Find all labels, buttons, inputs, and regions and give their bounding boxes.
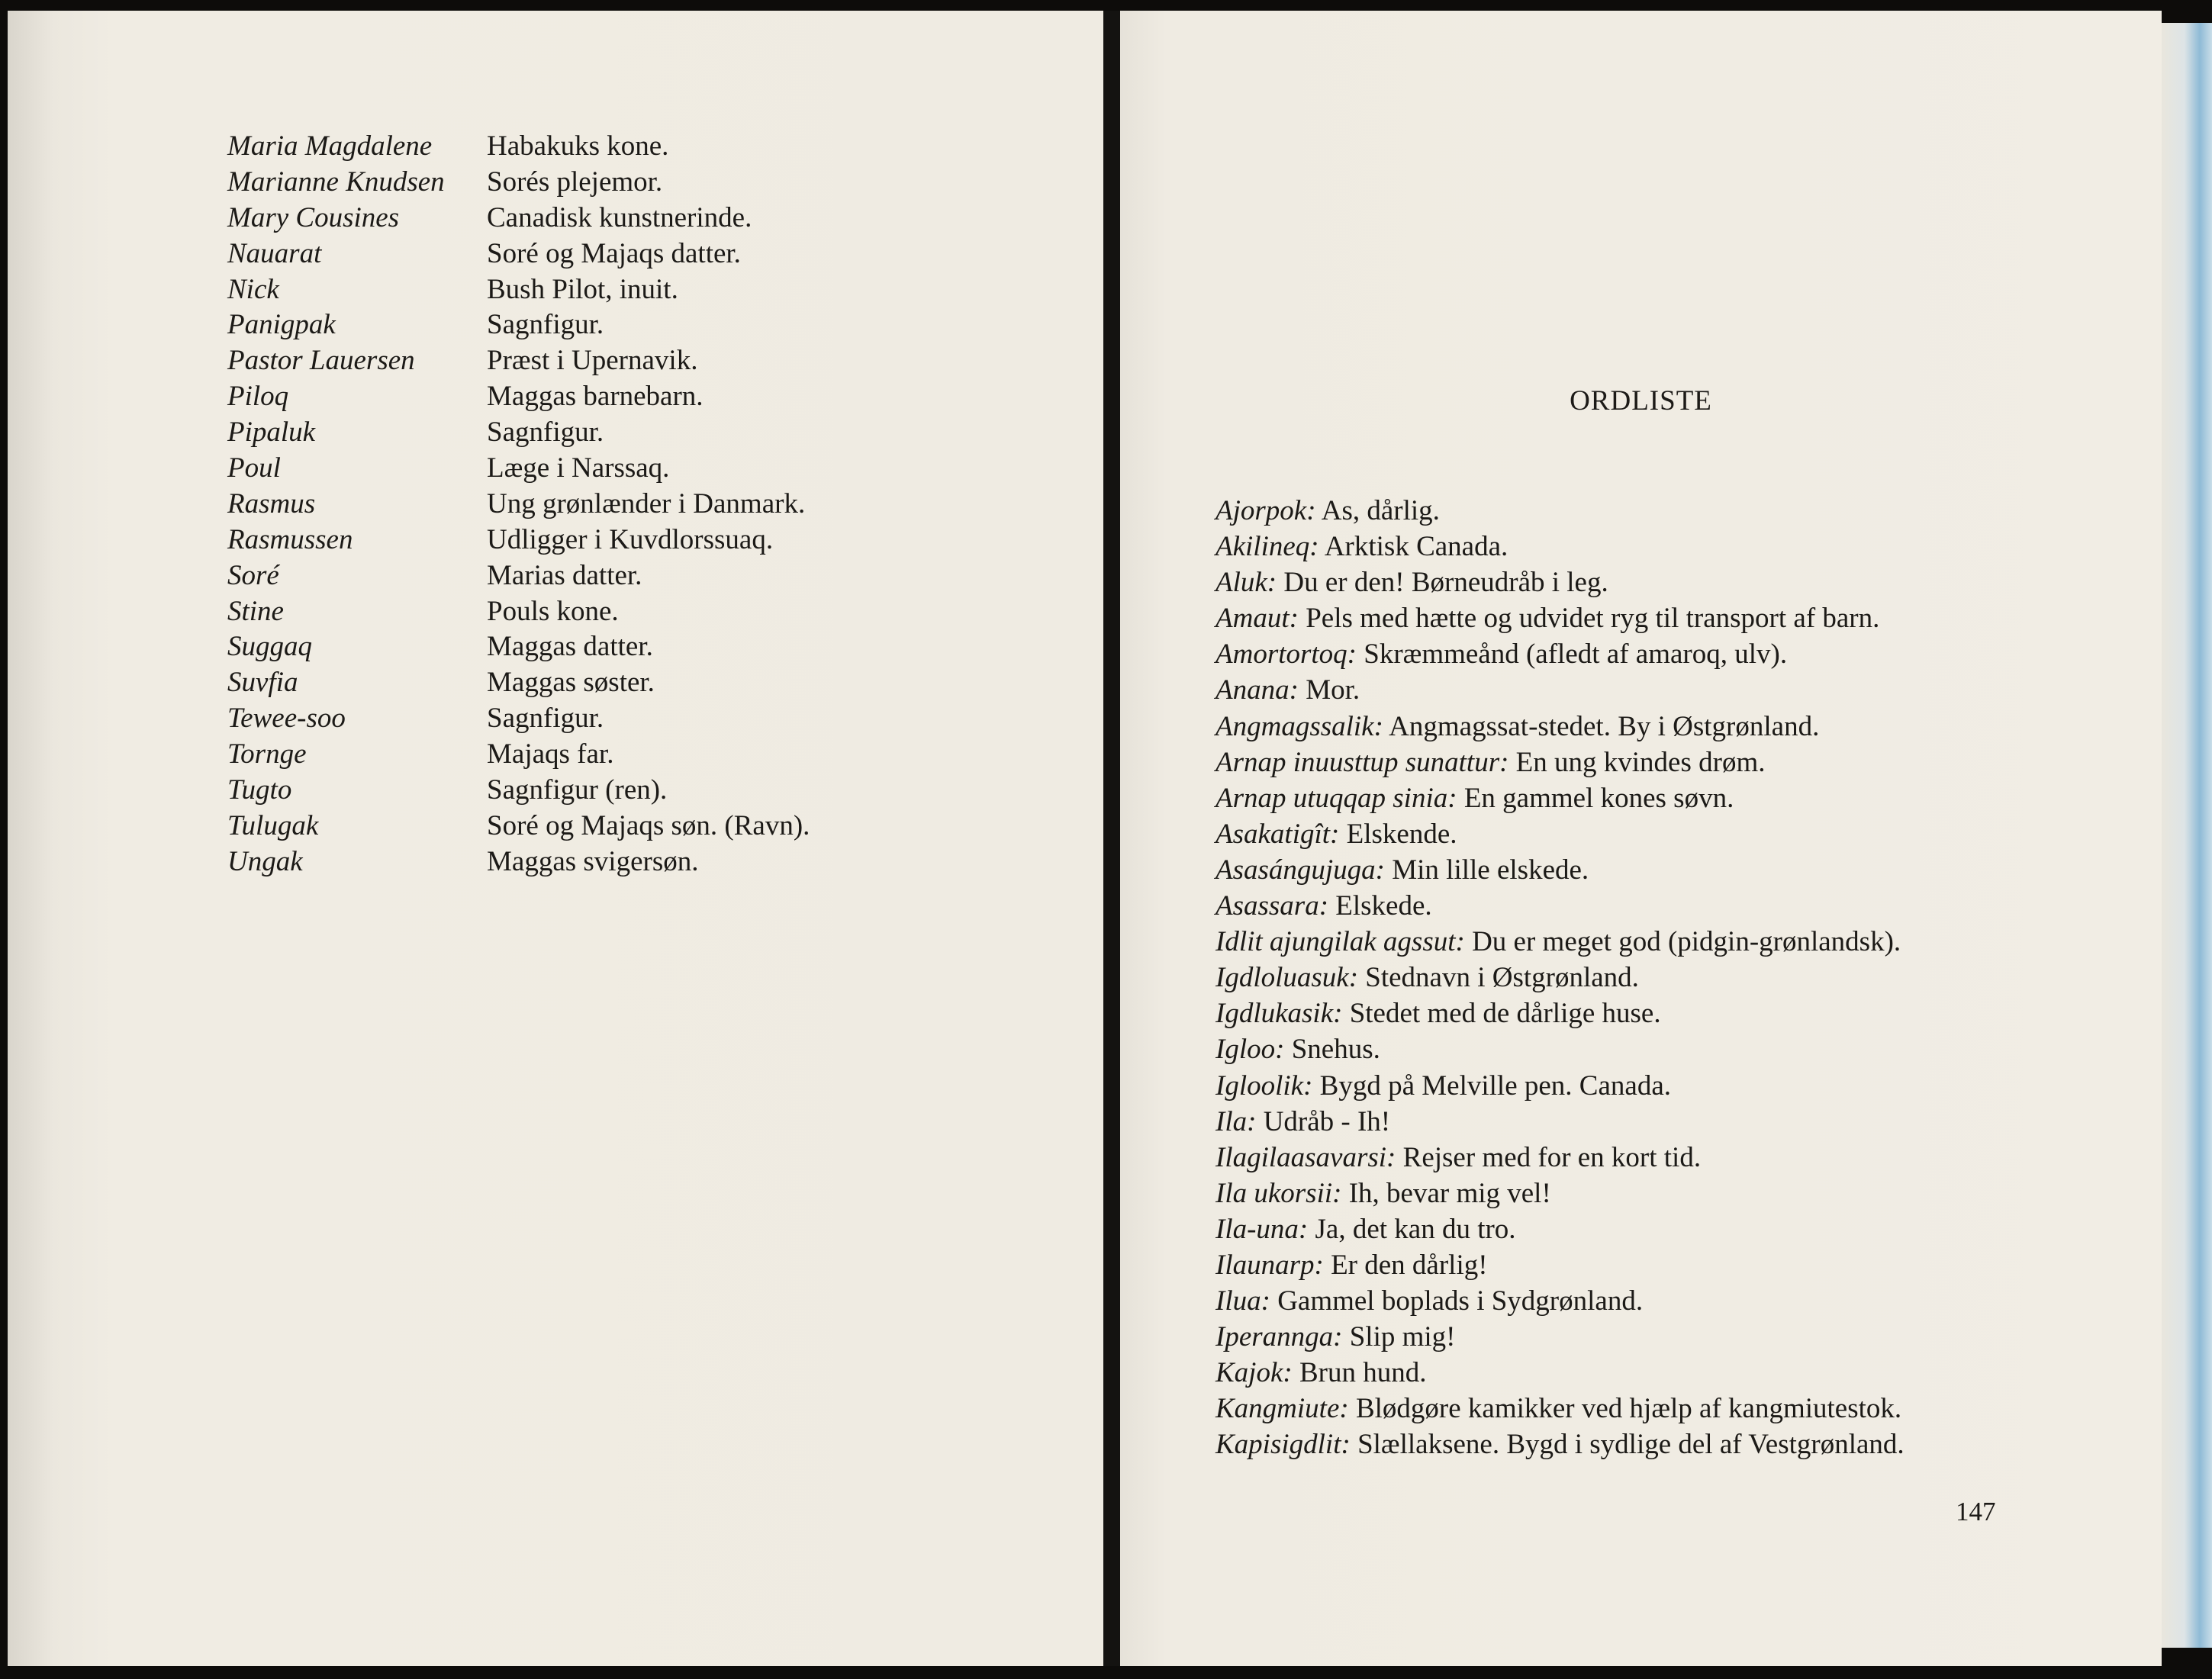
glossary-definition: Stednavn i Østgrønland. [1365,962,1639,994]
character-list [227,129,810,880]
character-description: Læge i Narssaq. [487,452,670,484]
character-row [227,629,810,665]
character-name: Nick [227,273,279,305]
character-description: Sagnfigur. [487,417,604,449]
character-name: Nauarat [227,237,322,269]
character-row [227,737,810,773]
character-description: Soré og Majaqs søn. (Ravn). [487,809,810,841]
glossary-entry [1215,564,1905,600]
character-description: Maggas svigersøn. [487,845,699,877]
glossary-definition: Ja, det kan du tro. [1315,1213,1516,1245]
character-name: Stine [227,595,284,627]
glossary-term: Ila: [1215,1105,1257,1137]
page-number: 147 [1956,1497,1996,1526]
glossary-definition: En gammel kones søvn. [1463,782,1734,814]
glossary-definition: Du er den! Børneudråb i leg. [1283,567,1608,599]
glossary-entry [1215,1355,1905,1391]
character-name: Suvfia [227,667,298,699]
glossary-term: Igloo: [1215,1034,1285,1066]
character-description: Sagnfigur (ren). [487,774,668,806]
glossary-entry [1215,852,1905,888]
character-name: Mary Cousines [227,201,400,233]
character-row [227,415,810,451]
glossary-definition: Skræmmeånd (afledt af amaroq, ulv). [1364,638,1788,671]
character-description: Sorés plejemor. [487,166,663,198]
glossary-term: Iperannga: [1215,1321,1343,1353]
glossary-term: Ilagilaasavarsi: [1215,1141,1396,1173]
glossary-term: Ilaunarp: [1215,1249,1324,1281]
glossary-term: Asasángujuga: [1215,854,1385,886]
character-description: Præst i Upernavik. [487,345,698,377]
glossary-definition: Du er meget god (pidgin-grønlandsk). [1472,926,1901,958]
glossary-entry [1215,1140,1905,1176]
glossary-term: Asakatigît: [1215,818,1340,850]
character-name: Pipaluk [227,417,316,449]
glossary-definition: Snehus. [1291,1034,1380,1066]
character-row [227,523,810,558]
character-row [227,272,810,308]
character-row [227,129,810,165]
character-description: Majaqs far. [487,738,614,770]
glossary-entry [1215,816,1905,852]
glossary-term: Amortortoq: [1215,638,1357,671]
glossary-definition: Pels med hætte og udvidet ryg til transport af barn. [1306,603,1880,635]
character-name: Poul [227,452,281,484]
glossary-entry [1215,1391,1905,1427]
glossary-title: ORDLISTE [1570,385,1712,417]
glossary-entry [1215,1247,1905,1283]
glossary-term: Kapisigdlit: [1215,1429,1351,1461]
glossary-entry [1215,672,1905,708]
glossary-entry [1215,1319,1905,1355]
glossary-definition: Stedet med de dårlige huse. [1349,998,1661,1030]
character-name: Tornge [227,738,307,770]
character-row [227,487,810,523]
glossary-term: Amaut: [1215,603,1299,635]
character-description: Marias datter. [487,559,642,591]
glossary-term: Akilineq: [1215,531,1319,563]
character-description: Sagnfigur. [487,309,604,341]
glossary-definition: Elskende. [1346,818,1457,850]
glossary-term: Igloolik: [1215,1069,1313,1102]
glossary-definition: Rejser med for en kort tid. [1402,1141,1702,1173]
glossary-term: Asassara: [1215,890,1329,922]
glossary-entry [1215,709,1905,745]
character-row [227,594,810,630]
glossary-entry [1215,1176,1905,1211]
glossary-definition: Mor. [1306,674,1360,706]
character-name: Tewee-soo [227,703,346,735]
glossary-term: Igdlukasik: [1215,998,1343,1030]
glossary-list [1215,493,1905,1463]
glossary-entry [1215,1068,1905,1104]
character-row [227,773,810,809]
character-name: Piloq [227,381,289,413]
character-name: Tugto [227,774,292,806]
glossary-term: Anana: [1215,674,1299,706]
character-name: Rasmussen [227,523,353,555]
glossary-definition: As, dårlig. [1321,495,1440,526]
glossary-definition: Angmagssat-stedet. By i Østgrønland. [1389,710,1820,742]
character-row [227,379,810,415]
character-row [227,451,810,487]
character-row [227,236,810,272]
glossary-definition: Bygd på Melville pen. Canada. [1319,1069,1671,1102]
character-row [227,844,810,880]
character-row [227,665,810,701]
character-row [227,558,810,594]
glossary-entry [1215,1283,1905,1319]
glossary-term: Arnap inuusttup sunattur: [1215,746,1509,778]
character-description: Soré og Majaqs datter. [487,237,741,269]
left-page [8,11,1103,1666]
glossary-entry [1215,1104,1905,1140]
glossary-definition: Arktisk Canada. [1324,531,1508,563]
character-description: Pouls kone. [487,595,619,627]
character-row [227,201,810,236]
glossary-definition: Elskede. [1335,890,1432,922]
character-description: Ung grønlænder i Danmark. [487,487,806,519]
glossary-term: Ajorpok: [1215,495,1316,526]
character-name: Rasmus [227,487,316,519]
glossary-entry [1215,493,1905,529]
glossary-definition: Brun hund. [1299,1357,1427,1389]
character-description: Maggas søster. [487,667,655,699]
glossary-definition: Blødgøre kamikker ved hjælp af kangmiutestok. [1355,1393,1902,1425]
character-name: Maria Magdalene [227,130,433,162]
character-name: Panigpak [227,309,336,341]
character-row [227,701,810,737]
book-cover-edge [2162,23,2212,1648]
glossary-term: Igdloluasuk: [1215,962,1359,994]
glossary-term: Arnap utuqqap sinia: [1215,782,1457,814]
character-name: Pastor Lauersen [227,345,415,377]
glossary-entry [1215,1427,1905,1462]
character-row [227,165,810,201]
glossary-term: Ila ukorsii: [1215,1177,1342,1209]
glossary-term: Kajok: [1215,1357,1293,1389]
character-name: Tulugak [227,809,319,841]
glossary-entry [1215,995,1905,1031]
book-gutter [1103,11,1120,1666]
glossary-entry [1215,1031,1905,1067]
glossary-entry [1215,636,1905,672]
character-row [227,809,810,844]
glossary-entry [1215,600,1905,636]
character-name: Marianne Knudsen [227,166,445,198]
character-name: Suggaq [227,631,312,663]
glossary-definition: Ih, bevar mig vel! [1348,1177,1551,1209]
glossary-term: Ilua: [1215,1285,1270,1317]
character-name: Soré [227,559,279,591]
character-name: Ungak [227,845,303,877]
glossary-entry [1215,745,1905,780]
glossary-entry [1215,529,1905,564]
character-row [227,307,810,343]
character-description: Maggas barnebarn. [487,381,704,413]
glossary-term: Aluk: [1215,567,1277,599]
glossary-entry [1215,1211,1905,1247]
glossary-definition: Slællaksene. Bygd i sydlige del af Vestgrønland. [1357,1429,1905,1461]
glossary-entry [1215,888,1905,924]
glossary-entry [1215,924,1905,960]
character-description: Habakuks kone. [487,130,669,162]
glossary-definition: Slip mig! [1349,1321,1456,1353]
glossary-term: Kangmiute: [1215,1393,1349,1425]
glossary-term: Ila-una: [1215,1213,1309,1245]
character-description: Sagnfigur. [487,703,604,735]
glossary-entry [1215,780,1905,816]
right-page [1120,11,2162,1666]
glossary-term: Idlit ajungilak agssut: [1215,926,1465,958]
character-description: Maggas datter. [487,631,653,663]
glossary-definition: Min lille elskede. [1392,854,1589,886]
glossary-entry [1215,960,1905,995]
character-description: Bush Pilot, inuit. [487,273,678,305]
character-description: Canadisk kunstnerinde. [487,201,752,233]
glossary-term: Angmagssalik: [1215,710,1383,742]
character-row [227,343,810,379]
character-description: Udligger i Kuvdlorssuaq. [487,523,774,555]
glossary-definition: Er den dårlig! [1331,1249,1488,1281]
glossary-definition: Udråb - Ih! [1263,1105,1391,1137]
glossary-definition: Gammel boplads i Sydgrønland. [1277,1285,1644,1317]
glossary-definition: En ung kvindes drøm. [1515,746,1766,778]
